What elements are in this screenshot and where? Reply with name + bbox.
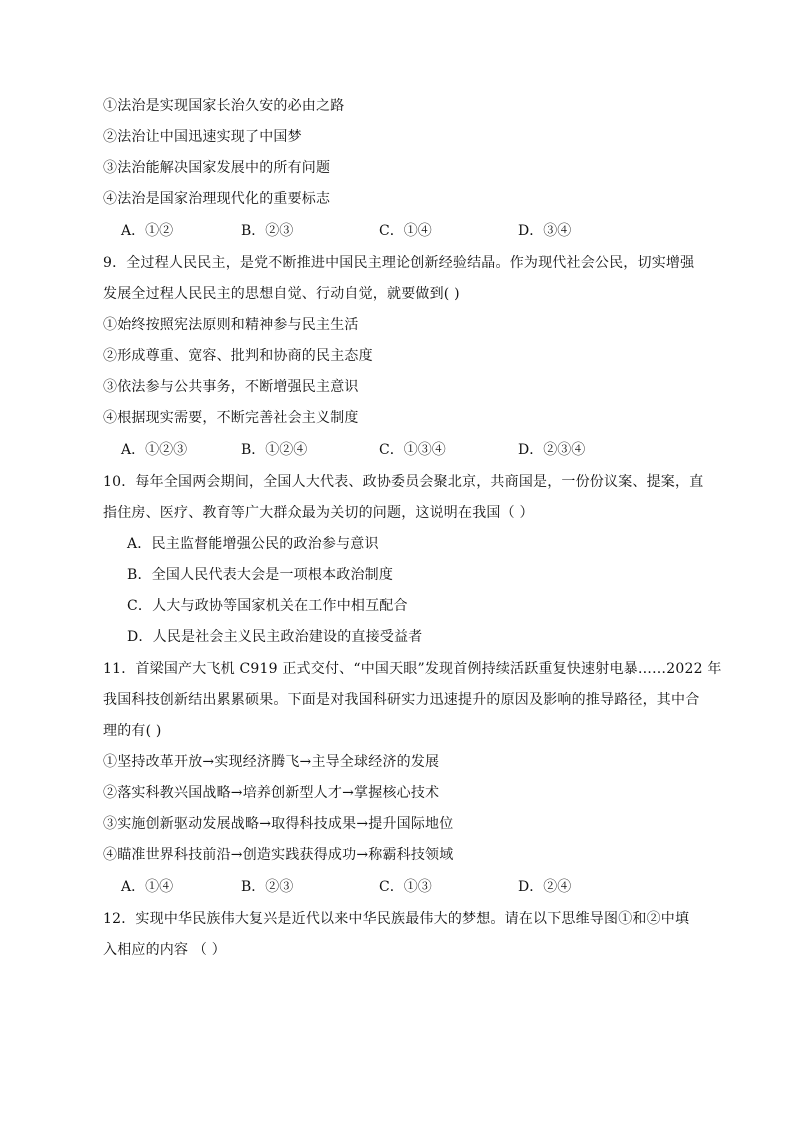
q11-stem-line-3: 理的有( )	[103, 723, 162, 739]
q8-option-a[interactable]: A．①②	[121, 223, 174, 239]
q9-option-a[interactable]: A．①②③	[121, 442, 188, 458]
q9-option-d[interactable]: D．②③④	[518, 442, 586, 458]
q8-option-b[interactable]: B．②③	[241, 223, 294, 239]
q11-stem-line-1: 11．首梁国产大飞机 C919 正式交付、“中国天眼”发现首例持续活跃重复快速射电暴……2022 年	[103, 661, 722, 677]
q11-option-d[interactable]: D．②④	[518, 879, 572, 895]
q10-stem-line-1: 10．每年全国两会期间，全国人大代表、政协委员会聚北京，共商国是，一份份议案、提案，直	[103, 474, 704, 490]
q11-statement-1: ①坚持改革开放→实现经济腾飞→主导全球经济的发展	[103, 754, 440, 770]
q8-statement-2: ②法治让中国迅速实现了中国梦	[103, 129, 302, 145]
q12-stem-line-2: 入相应的内容 （ ）	[103, 942, 226, 958]
q11-statement-2: ②落实科教兴国战略→培养创新型人才→掌握核心技术	[103, 785, 440, 801]
q11-stem-line-2: 我国科技创新结出累累硕果。下面是对我国科研实力迅速提升的原因及影响的推导路径，其中合	[103, 692, 700, 708]
q10-stem-line-2: 指住房、医疗、教育等广大群众最为关切的问题，这说明在我国（ ）	[103, 505, 534, 521]
q9-stem-line-1: 9．全过程人民民主，是党不断推进中国民主理论创新经验结晶。作为现代社会公民，切实增强	[103, 255, 695, 271]
q9-option-c[interactable]: C．①③④	[379, 442, 446, 458]
q9-stem-line-2: 发展全过程人民民主的思想自觉、行动自觉，就要做到( )	[103, 286, 460, 302]
q8-option-c[interactable]: C．①④	[379, 223, 432, 239]
q8-statement-3: ③法治能解决国家发展中的所有问题	[103, 160, 331, 176]
q9-option-b[interactable]: B．①②④	[241, 442, 308, 458]
q12-stem-line-1: 12．实现中华民族伟大复兴是近代以来中华民族最伟大的梦想。请在以下思维导图①和②中填	[103, 911, 690, 927]
q10-option-c[interactable]: C．人大与政协等国家机关在工作中相互配合	[127, 598, 408, 614]
q9-statement-4: ④根据现实需要，不断完善社会主义制度	[103, 410, 359, 426]
q10-option-d[interactable]: D．人民是社会主义民主政治建设的直接受益者	[127, 629, 423, 645]
q8-statement-4: ④法治是国家治理现代化的重要标志	[103, 191, 331, 207]
q11-option-a[interactable]: A．①④	[121, 879, 174, 895]
q10-option-b[interactable]: B．全国人民代表大会是一项根本政治制度	[127, 567, 394, 583]
q11-option-b[interactable]: B．②③	[241, 879, 294, 895]
q11-statement-4: ④瞄准世界科技前沿→创造实践获得成功→称霸科技领域	[103, 847, 454, 863]
q9-statement-1: ①始终按照宪法原则和精神参与民主生活	[103, 317, 359, 333]
q11-statement-3: ③实施创新驱动发展战略→取得科技成果→提升国际地位	[103, 816, 454, 832]
q9-statement-2: ②形成尊重、宽容、批判和协商的民主态度	[103, 348, 373, 364]
q10-option-a[interactable]: A．民主监督能增强公民的政治参与意识	[127, 536, 379, 552]
q11-option-c[interactable]: C．①③	[379, 879, 432, 895]
q8-option-d[interactable]: D．③④	[518, 223, 572, 239]
q8-statement-1: ①法治是实现国家长治久安的必由之路	[103, 98, 345, 114]
q9-statement-3: ③依法参与公共事务，不断增强民主意识	[103, 379, 359, 395]
